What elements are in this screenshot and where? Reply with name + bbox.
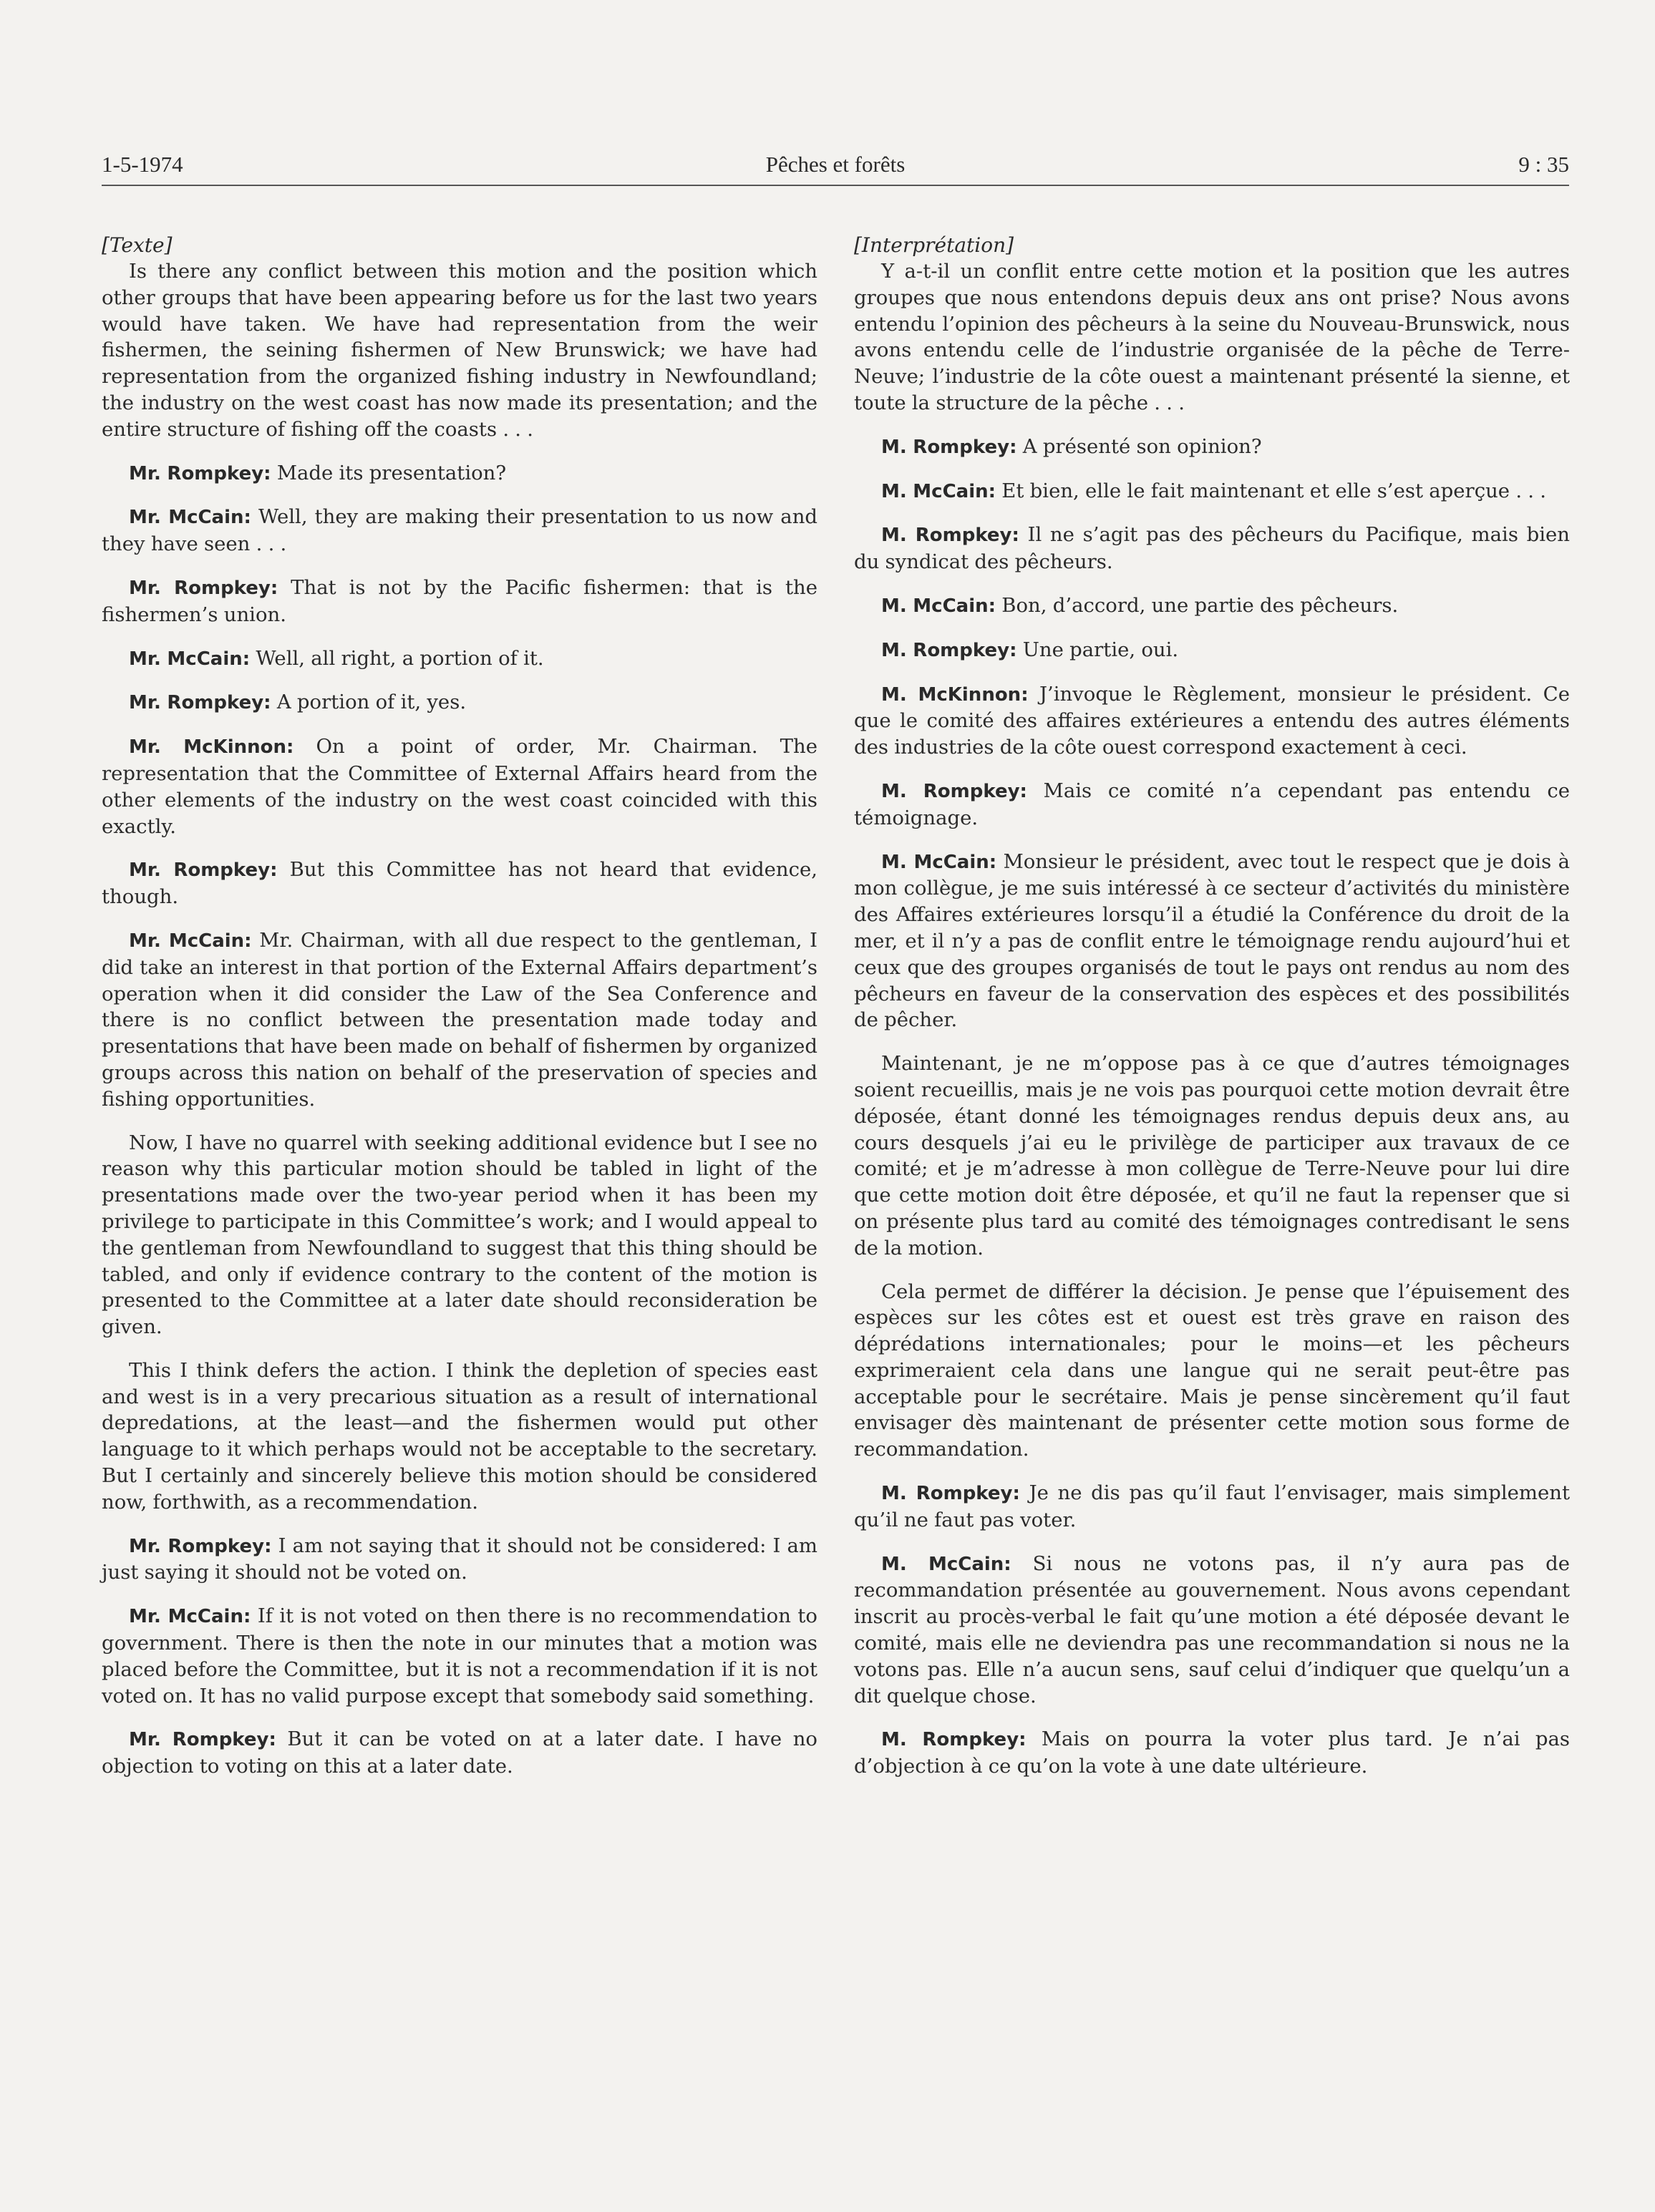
speech-text: Mais on pourra la voter plus tard. Je n’ai pas d’objection à ce qu’on la vote à une date ultérieure. bbox=[854, 1728, 1570, 1778]
transcript-paragraph bbox=[102, 1726, 817, 1780]
transcript-paragraph bbox=[102, 575, 817, 628]
transcript-paragraph bbox=[854, 1551, 1570, 1710]
speaker-name: Mr. McKinnon: bbox=[129, 736, 294, 759]
speech-text: J’invoque le Règlement, monsieur le président. Ce que le comité des affaires extérieures a entendu des autres éléments des industries de la côte ouest correspond exactement à ceci. bbox=[854, 682, 1570, 759]
speech-text: Je ne dis pas qu’il faut l’envisager, mais simplement qu’il ne faut pas voter. bbox=[854, 1481, 1571, 1531]
page-header bbox=[102, 149, 1569, 186]
transcript-paragraph bbox=[854, 478, 1570, 505]
speaker-name: Mr. Rompkey: bbox=[129, 462, 271, 484]
transcript-paragraph bbox=[854, 593, 1570, 620]
transcript-paragraph bbox=[102, 645, 817, 673]
speech-text: I am not saying that it should not be considered: I am just saying it should not be voted on. bbox=[102, 1534, 817, 1584]
speech-text: Maintenant, je ne m’oppose pas à ce que d’autres témoignages soient recueillis, mais je ne vois pas pourquoi cette motion devrait être déposée, étant donné les témoignages rendus depuis deux ans, au cours desquels j’ai eu le privilège de participer aux travaux de ce comité; et je m’adresse à mon collègue de Terre-Neuve pour lui dire que cette motion doit être déposée, et qu’il ne faut la repenser que si on présente plus tard au comité des témoignages contredisant le sens de la motion. bbox=[854, 1052, 1570, 1260]
speech-text: This I think defers the action. I think the depletion of species east and west is in a very precarious situation as a result of international depredations, at the least—and the fishermen would put other language to it which perhaps would not be acceptable to the secretary. But I certainly and sincerely believe this motion should be considered now, forthwith, as a recommendation. bbox=[102, 1358, 817, 1514]
transcript-paragraph bbox=[854, 637, 1570, 664]
english-column bbox=[102, 233, 817, 1780]
speaker-name: M. Rompkey: bbox=[881, 436, 1017, 458]
speaker-name: Mr. Rompkey: bbox=[129, 1535, 272, 1557]
header-rule bbox=[102, 185, 1569, 186]
speaker-name: Mr. McCain: bbox=[129, 1606, 251, 1628]
speech-text: That is not by the Pacific fishermen: that is the fishermen’s union. bbox=[102, 575, 817, 626]
transcript-paragraph bbox=[854, 778, 1570, 832]
speaker-name: M. Rompkey: bbox=[881, 525, 1019, 547]
transcript-paragraph bbox=[102, 927, 817, 1113]
speaker-name: M. McCain: bbox=[881, 851, 997, 873]
speech-text: But this Committee has not heard that evidence, though. bbox=[102, 858, 817, 909]
speech-text: Made its presentation? bbox=[276, 461, 507, 484]
speech-text: If it is not voted on then there is no recommendation to government. There is then the note in our minutes that a motion was placed before the Committee, but it is not a recommendation if it is not voted on. It has no valid purpose except that somebody said something. bbox=[102, 1604, 817, 1707]
transcript-paragraph bbox=[854, 1480, 1570, 1534]
transcript-paragraph bbox=[102, 689, 817, 716]
speaker-name: M. McCain: bbox=[881, 480, 996, 502]
speaker-name: Mr. McCain: bbox=[129, 648, 251, 670]
transcript-paragraph bbox=[102, 1533, 817, 1587]
transcript-paragraph bbox=[102, 258, 817, 443]
transcript-paragraph bbox=[102, 734, 817, 839]
speech-text: Is there any conflict between this motion and the position which other groups that have been appearing before us for the last two years would have taken. We have had representation from the weir fishermen, the seining fishermen of New Brunswick; we have had representation from the organized fishing industry in Newfoundland; the industry on the west coast has now made its presentation; and the entire structure of fishing off the coasts . . . bbox=[102, 260, 817, 441]
header-title: Pêches et forêts bbox=[765, 152, 906, 177]
speech-text: A portion of it, yes. bbox=[276, 691, 467, 714]
speaker-name: Mr. Rompkey: bbox=[129, 1729, 276, 1751]
speaker-name: M. McCain: bbox=[881, 595, 996, 617]
transcript-paragraph bbox=[854, 849, 1570, 1034]
speaker-name: Mr. Rompkey: bbox=[129, 859, 278, 882]
transcript-paragraph bbox=[102, 504, 817, 557]
speaker-name: Mr. Rompkey: bbox=[129, 692, 271, 714]
transcript-paragraph bbox=[854, 1726, 1570, 1780]
speaker-name: M. Rompkey: bbox=[881, 1483, 1020, 1505]
transcript-paragraph bbox=[854, 1279, 1570, 1463]
transcript-paragraph bbox=[854, 434, 1570, 461]
speech-text: Mr. Chairman, with all due respect to the gentleman, I did take an interest in that portion of the External Affairs department’s operation when it did consider the Law of the Sea Conference and there is no conflict between the presentation made today and presentations that have been made on behalf of fishermen by organized groups across this nation on behalf of the preservation of species and fishing opportunities. bbox=[102, 928, 817, 1111]
speech-text: On a point of order, Mr. Chairman. The representation that the Committee of External Affairs heard from the other elements of the industry on the west coast coincided with this exactly. bbox=[102, 735, 817, 838]
speech-text: Y a-t-il un conflit entre cette motion et la position que les autres groupes que nous entendons depuis deux ans ont prise? Nous avons entendu l’opinion des pêcheurs à la seine du Nouveau-Brunswick, nous avons entendu celle de l’industrie organisée de la pêche de Terre-Neuve; l’industrie de la côte ouest a maintenant présenté la sienne, et toute la structure de la pêche . . . bbox=[854, 260, 1570, 414]
speech-text: Bon, d’accord, une partie des pêcheurs. bbox=[1001, 593, 1399, 617]
transcript-paragraph bbox=[102, 1603, 817, 1709]
header-date: 1-5-1974 bbox=[102, 152, 183, 177]
speech-text: Mais ce comité n’a cependant pas entendu ce témoignage. bbox=[854, 779, 1570, 829]
section-label-interpretation: [Interprétation] bbox=[854, 233, 1014, 257]
transcript-paragraph bbox=[102, 1358, 817, 1516]
speech-text: But it can be voted on at a later date. I have no objection to voting on this at a later date. bbox=[102, 1728, 817, 1778]
speech-text: Et bien, elle le fait maintenant et elle s’est aperçue . . . bbox=[1001, 479, 1547, 502]
section-label-text: [Texte] bbox=[102, 233, 173, 257]
speech-text: A présenté son opinion? bbox=[1022, 434, 1262, 458]
speech-text: Une partie, oui. bbox=[1022, 638, 1179, 661]
speech-text: Now, I have no quarrel with seeking additional evidence but I see no reason why this particular motion should be tabled in light of the presentations made over the two-year period when it has been my privilege to participate in this Committee’s work; and I would appeal to the gentleman from Newfoundland to suggest that this thing should be tabled, and only if evidence contrary to the content of the motion is presented to the Committee at a later date should reconsideration be given. bbox=[102, 1131, 817, 1339]
speaker-name: Mr. Rompkey: bbox=[129, 577, 278, 599]
speaker-name: M. Rompkey: bbox=[881, 780, 1027, 802]
transcript-paragraph bbox=[854, 522, 1570, 575]
speech-text: Monsieur le président, avec tout le respect que je dois à mon collègue, je me suis intéressé à ce secteur d’activités du ministère des Affaires extérieures lorsqu’il a étudié la Conférence du droit de la mer, et il n’y a pas de conflit entre le témoignage rendu aujourd’hui et ceux que des groupes organisés de tout le pays ont rendus au nom des pêcheurs en faveur de la conservation des espèces et des possibilités de pêcher. bbox=[854, 849, 1570, 1032]
transcript-paragraph bbox=[102, 857, 817, 910]
transcript-paragraph bbox=[854, 681, 1570, 761]
french-column bbox=[854, 233, 1570, 1780]
speech-text: Il ne s’agit pas des pêcheurs du Pacifique, mais bien du syndicat des pêcheurs. bbox=[854, 523, 1570, 574]
transcript-paragraph bbox=[102, 1130, 817, 1340]
speaker-name: M. McCain: bbox=[881, 1553, 1011, 1575]
transcript-paragraph bbox=[854, 258, 1570, 416]
speaker-name: Mr. McCain: bbox=[129, 930, 252, 952]
speaker-name: M. McKinnon: bbox=[881, 683, 1029, 706]
speaker-name: Mr. McCain: bbox=[129, 507, 251, 529]
transcript-paragraph bbox=[854, 1051, 1570, 1261]
speech-text: Well, they are making their presentation to us now and they have seen . . . bbox=[102, 505, 818, 556]
speaker-name: M. Rompkey: bbox=[881, 1729, 1027, 1751]
header-page-number: 9 : 35 bbox=[1518, 152, 1569, 177]
speaker-name: M. Rompkey: bbox=[881, 639, 1017, 661]
transcript-paragraph bbox=[102, 460, 817, 487]
speech-text: Cela permet de différer la décision. Je pense que l’épuisement des espèces sur les côtes est et ouest est très grave en raison des déprédations internationales; pour le moins—et les pêcheurs exprimeraient cela dans une langue qui ne serait peut-être pas acceptable pour le secrétaire. Mais je pense sincèrement qu’il faut envisager dès maintenant de présenter cette motion sous forme de recommandation. bbox=[854, 1280, 1570, 1461]
speech-text: Well, all right, a portion of it. bbox=[256, 646, 544, 670]
speech-text: Si nous ne votons pas, il n’y aura pas de recommandation présentée au gouvernement. Nous avons cependant inscrit au procès-verbal le fait qu’une motion a été déposée devant le comité, mais elle ne deviendra pas une recommandation si nous ne la votons pas. Elle n’a aucun sens, sauf celui d’indiquer que quelqu’un a dit quelque chose. bbox=[854, 1551, 1570, 1707]
